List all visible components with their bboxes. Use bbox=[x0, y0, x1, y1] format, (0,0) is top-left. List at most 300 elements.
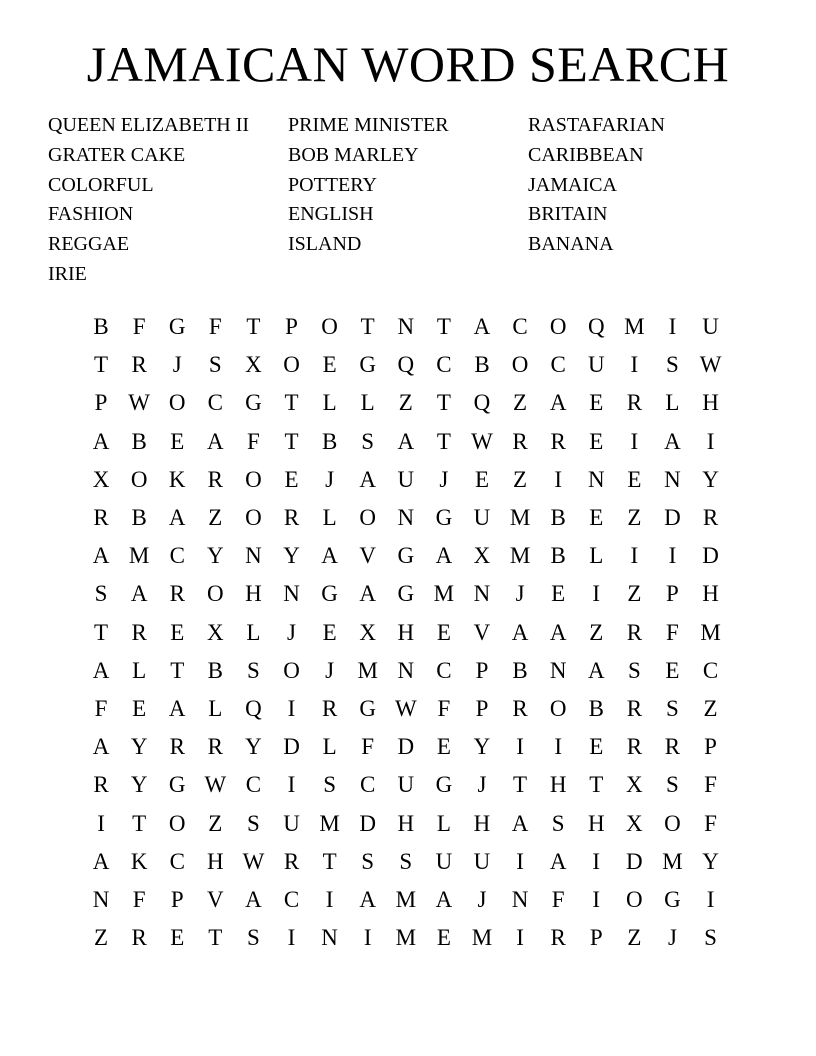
grid-letter: D bbox=[283, 734, 300, 760]
grid-letter: C bbox=[702, 657, 719, 683]
grid-letter: J bbox=[325, 657, 335, 683]
grid-letter: M bbox=[509, 505, 531, 531]
grid-letter: A bbox=[92, 428, 110, 454]
grid-letter: S bbox=[247, 810, 260, 836]
grid-letter: U bbox=[435, 848, 453, 874]
grid-letter: E bbox=[474, 466, 490, 492]
word-list-item: COLORFUL bbox=[48, 173, 154, 196]
grid-letter: I bbox=[630, 543, 639, 569]
grid-letter: R bbox=[131, 925, 147, 951]
grid-letter: X bbox=[473, 543, 491, 569]
grid-letter: I bbox=[97, 810, 105, 836]
grid-letter: N bbox=[587, 466, 605, 492]
grid-letter: M bbox=[662, 848, 683, 874]
grid-letter: C bbox=[436, 352, 452, 378]
grid-letter: T bbox=[589, 772, 604, 798]
grid-letter: I bbox=[554, 734, 562, 760]
grid-letter: I bbox=[630, 352, 639, 378]
grid-letter: T bbox=[94, 352, 109, 378]
grid-letter: V bbox=[359, 543, 377, 569]
word-list-item: BOB MARLEY bbox=[288, 143, 419, 166]
grid-letter: H bbox=[587, 810, 605, 836]
grid-letter: L bbox=[322, 390, 337, 416]
grid-letter: N bbox=[283, 581, 300, 607]
word-list-item: POTTERY bbox=[288, 173, 377, 196]
grid-letter: X bbox=[207, 619, 224, 645]
grid-letter: E bbox=[284, 466, 299, 492]
grid-letter: S bbox=[323, 772, 336, 798]
grid-letter: E bbox=[436, 619, 451, 645]
grid-letter: O bbox=[549, 314, 567, 340]
grid-letter: J bbox=[477, 772, 487, 798]
grid-letter: G bbox=[435, 772, 453, 798]
grid-letter: R bbox=[626, 390, 643, 416]
grid-letter: M bbox=[128, 543, 150, 569]
grid-letter: O bbox=[245, 466, 262, 492]
grid-letter: Z bbox=[627, 505, 642, 531]
grid-letter: S bbox=[399, 848, 413, 874]
grid-letter: R bbox=[702, 505, 719, 531]
grid-letter: Z bbox=[208, 505, 223, 531]
grid-letter: A bbox=[245, 886, 262, 912]
grid-letter: L bbox=[436, 810, 451, 836]
grid-letter: A bbox=[397, 428, 415, 454]
grid-letter: I bbox=[287, 772, 296, 798]
grid-letter: E bbox=[589, 390, 604, 416]
grid-letter: R bbox=[512, 428, 528, 454]
grid-letter: E bbox=[170, 619, 185, 645]
grid-letter: B bbox=[131, 428, 147, 454]
grid-letter: T bbox=[284, 390, 299, 416]
grid-letter: R bbox=[93, 772, 109, 798]
grid-letter: M bbox=[395, 925, 417, 951]
grid-letter: O bbox=[283, 352, 300, 378]
grid-letter: U bbox=[397, 466, 415, 492]
grid-letter: X bbox=[359, 619, 377, 645]
grid-letter: E bbox=[551, 581, 566, 607]
grid-letter: H bbox=[397, 810, 415, 836]
grid-letter: C bbox=[283, 886, 300, 912]
grid-letter: R bbox=[626, 734, 643, 760]
grid-letter: N bbox=[245, 543, 262, 569]
grid-letter: A bbox=[435, 543, 453, 569]
grid-letter: Q bbox=[397, 352, 415, 378]
grid-letter: O bbox=[168, 390, 186, 416]
grid-letter: H bbox=[245, 581, 262, 607]
grid-letter: F bbox=[361, 734, 375, 760]
grid-letter: L bbox=[665, 390, 680, 416]
grid-letter: O bbox=[321, 314, 338, 340]
grid-letter: Y bbox=[473, 734, 491, 760]
grid-letter: O bbox=[626, 886, 643, 912]
grid-letter: I bbox=[516, 925, 524, 951]
grid-letter: I bbox=[592, 848, 601, 874]
grid-letter: U bbox=[397, 772, 415, 798]
grid-letter: C bbox=[360, 772, 376, 798]
grid-letter: M bbox=[433, 581, 455, 607]
grid-letter: B bbox=[550, 543, 566, 569]
grid-letter: G bbox=[245, 390, 262, 416]
grid-letter: O bbox=[207, 581, 224, 607]
grid-letter: E bbox=[170, 925, 185, 951]
grid-letter: H bbox=[702, 581, 719, 607]
grid-letter: F bbox=[666, 619, 679, 645]
grid-letter: Y bbox=[245, 734, 262, 760]
grid-letter: U bbox=[702, 314, 719, 340]
grid-letter: R bbox=[550, 428, 566, 454]
grid-letter: R bbox=[131, 352, 147, 378]
grid-letter: G bbox=[168, 314, 186, 340]
grid-letter: R bbox=[664, 734, 681, 760]
grid-letter: J bbox=[172, 352, 182, 378]
grid-letter: R bbox=[169, 581, 185, 607]
grid-letter: X bbox=[626, 772, 643, 798]
grid-letter: I bbox=[287, 925, 296, 951]
grid-letter: E bbox=[589, 734, 604, 760]
grid-letter: E bbox=[436, 925, 451, 951]
grid-letter: E bbox=[627, 466, 642, 492]
grid-letter: A bbox=[321, 543, 338, 569]
grid-letter: G bbox=[397, 543, 415, 569]
word-list-item: BANANA bbox=[528, 233, 614, 256]
grid-letter: I bbox=[516, 734, 524, 760]
page-title: JAMAICAN WORD SEARCH bbox=[86, 36, 730, 92]
grid-letter: R bbox=[283, 505, 300, 531]
grid-letter: O bbox=[283, 657, 300, 683]
grid-letter: I bbox=[287, 695, 296, 721]
grid-letter: F bbox=[551, 886, 565, 912]
grid-letter: A bbox=[359, 466, 377, 492]
grid-letter: S bbox=[666, 352, 679, 378]
grid-letter: U bbox=[473, 848, 491, 874]
grid-letter: E bbox=[589, 505, 604, 531]
grid-letter: H bbox=[207, 848, 224, 874]
grid-letter: E bbox=[132, 695, 147, 721]
grid-letter: S bbox=[361, 428, 375, 454]
grid-letter: B bbox=[550, 505, 566, 531]
grid-letter: U bbox=[283, 810, 300, 836]
grid-letter: T bbox=[246, 314, 261, 340]
grid-letter: A bbox=[168, 695, 186, 721]
grid-letter: E bbox=[322, 619, 337, 645]
grid-letter: Z bbox=[208, 810, 223, 836]
grid-letter: T bbox=[513, 772, 528, 798]
word-list-item: ENGLISH bbox=[288, 203, 374, 226]
grid-letter: G bbox=[359, 352, 377, 378]
grid-letter: F bbox=[132, 314, 146, 340]
grid-letter: D bbox=[664, 505, 681, 531]
grid-letter: F bbox=[704, 772, 717, 798]
grid-letter: D bbox=[702, 543, 719, 569]
grid-letter: P bbox=[704, 734, 717, 760]
grid-letter: Z bbox=[627, 581, 642, 607]
grid-letter: P bbox=[589, 925, 603, 951]
grid-letter: T bbox=[436, 390, 451, 416]
grid-letter: T bbox=[208, 925, 223, 951]
grid-letter: R bbox=[626, 695, 643, 721]
grid-letter: I bbox=[554, 466, 562, 492]
word-list-item: BRITAIN bbox=[528, 203, 608, 226]
grid-letter: I bbox=[668, 543, 677, 569]
grid-letter: M bbox=[509, 543, 531, 569]
word-list-item: ISLAND bbox=[288, 233, 362, 256]
grid-letter: I bbox=[516, 848, 524, 874]
grid-letter: A bbox=[473, 314, 491, 340]
grid-letter: N bbox=[664, 466, 681, 492]
grid-letter: N bbox=[92, 886, 110, 912]
grid-letter: I bbox=[706, 886, 715, 912]
grid-letter: E bbox=[322, 352, 337, 378]
grid-letter: O bbox=[245, 505, 262, 531]
grid-letter: H bbox=[549, 772, 567, 798]
grid-letter: H bbox=[473, 810, 491, 836]
grid-letter: Q bbox=[245, 695, 262, 721]
grid-letter: T bbox=[436, 314, 451, 340]
grid-letter: L bbox=[322, 505, 337, 531]
grid-letter: F bbox=[247, 428, 260, 454]
grid-letter: I bbox=[325, 886, 334, 912]
grid-letter: M bbox=[471, 925, 493, 951]
grid-letter: A bbox=[168, 505, 186, 531]
grid-letter: S bbox=[361, 848, 375, 874]
grid-letter: S bbox=[666, 695, 679, 721]
grid-letter: Z bbox=[398, 390, 413, 416]
grid-letter: B bbox=[588, 695, 604, 721]
grid-letter: Z bbox=[513, 466, 528, 492]
grid-letter: S bbox=[247, 925, 260, 951]
word-list-item: JAMAICA bbox=[528, 173, 617, 196]
grid-letter: M bbox=[700, 619, 721, 645]
grid-letter: C bbox=[550, 352, 566, 378]
grid-letter: R bbox=[169, 734, 185, 760]
grid-letter: T bbox=[94, 619, 109, 645]
grid-letter: B bbox=[474, 352, 490, 378]
grid-letter: C bbox=[245, 772, 262, 798]
grid-letter: B bbox=[93, 314, 109, 340]
grid-letter: P bbox=[94, 390, 108, 416]
grid-letter: L bbox=[360, 390, 375, 416]
grid-letter: E bbox=[436, 734, 451, 760]
grid-letter: R bbox=[207, 466, 223, 492]
grid-letter: N bbox=[397, 657, 415, 683]
grid-letter: Y bbox=[130, 734, 148, 760]
grid-letter: A bbox=[664, 428, 681, 454]
grid-letter: T bbox=[170, 657, 185, 683]
grid-letter: G bbox=[435, 505, 453, 531]
grid-letter: B bbox=[131, 505, 147, 531]
grid-letter: W bbox=[242, 848, 265, 874]
grid-letter: Z bbox=[627, 925, 642, 951]
grid-letter: L bbox=[246, 619, 261, 645]
grid-letter: H bbox=[397, 619, 415, 645]
grid-letter: Z bbox=[513, 390, 528, 416]
grid-letter: C bbox=[207, 390, 223, 416]
grid-letter: T bbox=[436, 428, 451, 454]
grid-letter: E bbox=[665, 657, 680, 683]
grid-letter: X bbox=[626, 810, 643, 836]
grid-letter: I bbox=[668, 314, 677, 340]
grid-letter: B bbox=[321, 428, 338, 454]
word-list-item: RASTAFARIAN bbox=[528, 114, 665, 136]
grid-letter: I bbox=[363, 925, 372, 951]
grid-letter: J bbox=[439, 466, 449, 492]
grid-letter: P bbox=[475, 695, 489, 721]
grid-letter: G bbox=[359, 695, 377, 721]
grid-letter: W bbox=[128, 390, 150, 416]
grid-letter: I bbox=[592, 581, 601, 607]
grid-letter: K bbox=[168, 466, 186, 492]
grid-letter: Q bbox=[587, 314, 605, 340]
grid-letter: N bbox=[511, 886, 529, 912]
grid-letter: J bbox=[667, 925, 677, 951]
grid-letter: E bbox=[170, 428, 185, 454]
grid-letter: J bbox=[477, 886, 487, 912]
grid-letter: K bbox=[130, 848, 148, 874]
word-list bbox=[48, 112, 768, 291]
grid-letter: M bbox=[319, 810, 340, 836]
grid-letter: D bbox=[359, 810, 377, 836]
grid-letter: W bbox=[394, 695, 417, 721]
grid-letter: L bbox=[132, 657, 147, 683]
grid-letter: R bbox=[131, 619, 147, 645]
grid-letter: C bbox=[436, 657, 452, 683]
grid-letter: I bbox=[706, 428, 715, 454]
grid-letter: G bbox=[397, 581, 415, 607]
grid-letter: O bbox=[664, 810, 681, 836]
grid-letter: U bbox=[473, 505, 491, 531]
word-list-item: IRIE bbox=[48, 262, 87, 285]
grid-letter: F bbox=[94, 695, 108, 721]
grid-letter: D bbox=[397, 734, 415, 760]
grid-letter: O bbox=[130, 466, 148, 492]
grid-letter: Y bbox=[283, 543, 300, 569]
grid-letter: R bbox=[550, 925, 566, 951]
grid-letter: S bbox=[551, 810, 565, 836]
grid-letter: A bbox=[207, 428, 224, 454]
word-list-item: FASHION bbox=[48, 203, 134, 226]
grid-letter: F bbox=[208, 314, 222, 340]
grid-letter: A bbox=[92, 848, 110, 874]
grid-letter: Z bbox=[94, 925, 109, 951]
grid-letter: I bbox=[630, 428, 639, 454]
grid-letter: I bbox=[592, 886, 601, 912]
grid-letter: P bbox=[170, 886, 184, 912]
grid-letter: R bbox=[93, 505, 109, 531]
grid-letter: L bbox=[589, 543, 604, 569]
grid-letter: G bbox=[321, 581, 338, 607]
grid-letter: A bbox=[130, 581, 148, 607]
grid-letter: R bbox=[512, 695, 528, 721]
letter-grid bbox=[82, 308, 730, 957]
grid-letter: F bbox=[132, 886, 146, 912]
grid-letter: O bbox=[359, 505, 377, 531]
grid-letter: A bbox=[511, 810, 529, 836]
grid-letter: N bbox=[397, 505, 415, 531]
grid-letter: Y bbox=[130, 772, 148, 798]
grid-letter: J bbox=[325, 466, 335, 492]
grid-letter: H bbox=[702, 390, 719, 416]
word-list-item: CARIBBEAN bbox=[528, 143, 644, 166]
grid-letter: M bbox=[357, 657, 378, 683]
grid-letter: T bbox=[132, 810, 147, 836]
grid-letter: O bbox=[168, 810, 186, 836]
word-list-item: QUEEN ELIZABETH II bbox=[48, 114, 250, 136]
grid-letter: N bbox=[549, 657, 567, 683]
grid-letter: O bbox=[549, 695, 567, 721]
grid-letter: S bbox=[666, 772, 679, 798]
grid-letter: J bbox=[287, 619, 296, 645]
grid-letter: A bbox=[549, 848, 567, 874]
grid-letter: A bbox=[359, 886, 377, 912]
grid-letter: E bbox=[589, 428, 604, 454]
grid-letter: P bbox=[666, 581, 679, 607]
grid-letter: W bbox=[471, 428, 493, 454]
grid-letter: M bbox=[624, 314, 645, 340]
grid-letter: C bbox=[512, 314, 528, 340]
grid-letter: B bbox=[512, 657, 528, 683]
grid-letter: F bbox=[704, 810, 717, 836]
grid-letter: L bbox=[208, 695, 223, 721]
grid-letter: A bbox=[92, 657, 110, 683]
grid-letter: V bbox=[473, 619, 491, 645]
grid-letter: Q bbox=[473, 390, 491, 416]
grid-letter: Y bbox=[207, 543, 224, 569]
grid-letter: T bbox=[360, 314, 375, 340]
grid-letter: V bbox=[207, 886, 224, 912]
grid-letter: R bbox=[283, 848, 300, 874]
grid-letter: A bbox=[549, 390, 567, 416]
grid-letter: Y bbox=[702, 466, 719, 492]
grid-letter: T bbox=[322, 848, 337, 874]
grid-letter: F bbox=[437, 695, 451, 721]
word-list-item: GRATER CAKE bbox=[48, 143, 186, 166]
grid-letter: R bbox=[626, 619, 643, 645]
grid-letter: M bbox=[395, 886, 417, 912]
grid-letter: Z bbox=[703, 695, 718, 721]
grid-letter: P bbox=[285, 314, 298, 340]
grid-letter: A bbox=[92, 734, 110, 760]
grid-letter: A bbox=[511, 619, 529, 645]
grid-letter: S bbox=[208, 352, 222, 378]
grid-letter: U bbox=[587, 352, 605, 378]
grid-letter: G bbox=[168, 772, 186, 798]
grid-letter: C bbox=[169, 848, 185, 874]
grid-letter: O bbox=[511, 352, 529, 378]
grid-letter: X bbox=[92, 466, 110, 492]
grid-letter: S bbox=[247, 657, 260, 683]
grid-letter: A bbox=[92, 543, 110, 569]
word-list-item: PRIME MINISTER bbox=[288, 114, 449, 136]
grid-letter: R bbox=[321, 695, 338, 721]
grid-letter: N bbox=[397, 314, 415, 340]
grid-letter: P bbox=[475, 657, 489, 683]
word-list-item: REGGAE bbox=[48, 233, 130, 256]
grid-letter: G bbox=[664, 886, 681, 912]
grid-letter: W bbox=[204, 772, 227, 798]
grid-letter: D bbox=[626, 848, 643, 874]
grid-letter: S bbox=[704, 925, 717, 951]
grid-letter: A bbox=[549, 619, 567, 645]
grid-letter: Z bbox=[589, 619, 604, 645]
grid-letter: X bbox=[245, 352, 262, 378]
grid-letter: S bbox=[94, 581, 108, 607]
grid-letter: A bbox=[587, 657, 605, 683]
grid-letter: C bbox=[169, 543, 185, 569]
grid-letter: N bbox=[321, 925, 338, 951]
grid-letter: A bbox=[435, 886, 453, 912]
grid-letter: Y bbox=[702, 848, 719, 874]
grid-letter: W bbox=[699, 352, 722, 378]
